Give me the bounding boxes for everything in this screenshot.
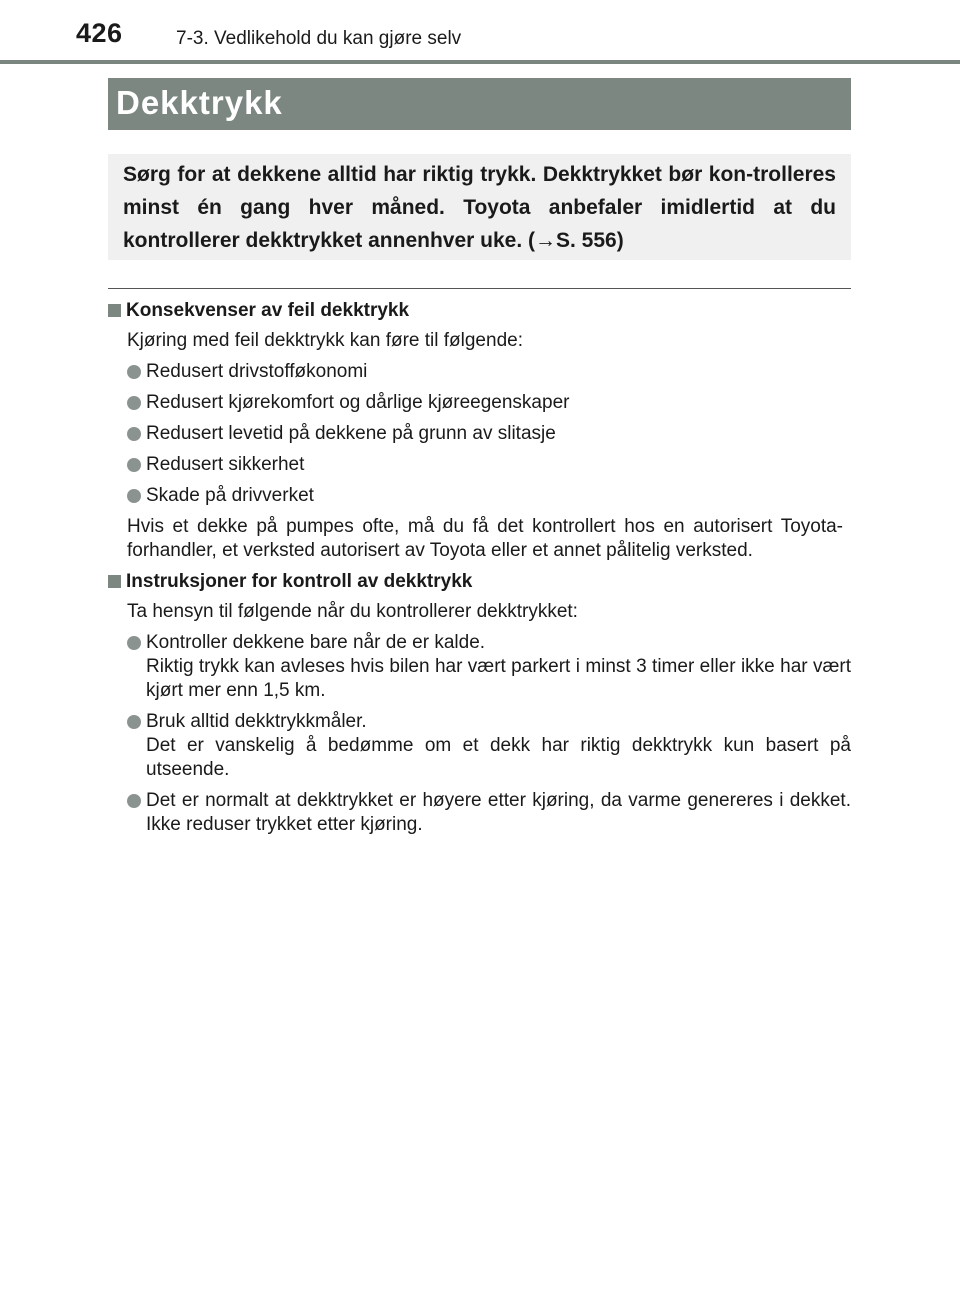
- list-item-detail: Det er vanskelig å bedømme om et dekk har riktig dekktrykk kun basert på utseende.: [146, 735, 851, 780]
- list-item-text: Redusert levetid på dekkene på grunn av slitasje: [146, 423, 556, 444]
- list-item: [127, 710, 851, 782]
- circle-bullet-icon: [127, 396, 141, 410]
- list-item-text: Redusert sikkerhet: [146, 454, 305, 475]
- circle-bullet-icon: [127, 489, 141, 503]
- instructions-lead: Ta hensyn til følgende når du kontrollerer dekktrykket:: [127, 601, 578, 622]
- list-item: [127, 453, 851, 477]
- content-body: [108, 299, 851, 844]
- consequences-lead: Kjøring med feil dekktrykk kan føre til følgende:: [127, 330, 523, 351]
- page-number: 426: [76, 18, 123, 48]
- list-item: [127, 484, 851, 508]
- circle-bullet-icon: [127, 427, 141, 441]
- list-item: [127, 631, 851, 703]
- section-divider: [108, 288, 851, 289]
- list-item-main: Det er normalt at dekktrykket er høyere etter kjøring, da varme genereres i dekket. Ikke reduser trykket etter kjøring.: [146, 790, 851, 835]
- square-bullet-icon: [108, 575, 121, 588]
- list-item: [127, 391, 851, 415]
- consequences-heading: [108, 299, 851, 323]
- list-item: [127, 360, 851, 384]
- section-title: Dekktrykk: [116, 84, 283, 121]
- list-item: [127, 789, 851, 837]
- circle-bullet-icon: [127, 365, 141, 379]
- header-divider: [0, 60, 960, 64]
- circle-bullet-icon: [127, 794, 141, 808]
- consequences-heading-text: Konsekvenser av feil dekktrykk: [126, 300, 410, 321]
- list-item-text: [146, 789, 851, 837]
- instructions-heading: [108, 570, 851, 594]
- page-header: [0, 0, 960, 62]
- list-item-text: Skade på drivverket: [146, 485, 314, 506]
- circle-bullet-icon: [127, 458, 141, 472]
- list-item: [127, 422, 851, 446]
- square-bullet-icon: [108, 304, 121, 317]
- circle-bullet-icon: [127, 715, 141, 729]
- list-item-text: [146, 631, 851, 703]
- chapter-title: 7-3. Vedlikehold du kan gjøre selv: [176, 28, 462, 49]
- list-item-detail: Riktig trykk kan avleses hvis bilen har vært parkert i minst 3 timer eller ikke har vært kjørt mer enn 1,5 km.: [146, 656, 851, 701]
- list-item-text: [146, 710, 851, 782]
- list-item-main: Kontroller dekkene bare når de er kalde.: [146, 632, 486, 653]
- list-item-text: Redusert kjørekomfort og dårlige kjøreegenskaper: [146, 392, 570, 413]
- section-title-bar: [108, 78, 851, 130]
- list-item-main: Bruk alltid dekktrykkmåler.: [146, 711, 367, 732]
- intro-text: Sørg for at dekkene alltid har riktig trykk. Dekktrykket bør kon-trolleres minst én gang hver måned. Toyota anbefaler imidlertid at du kontrollerer dekktrykket annenhver uke. (→S. 556): [123, 163, 836, 252]
- list-item-text: Redusert drivstofføkonomi: [146, 361, 368, 382]
- instructions-heading-text: Instruksjoner for kontroll av dekktrykk: [126, 571, 473, 592]
- circle-bullet-icon: [127, 636, 141, 650]
- intro-box: [108, 154, 851, 260]
- consequences-note: Hvis et dekke på pumpes ofte, må du få det kontrollert hos en autorisert Toyota-forhandler, et verksted autorisert av Toyota eller et annet pålitelig verksted.: [127, 516, 843, 561]
